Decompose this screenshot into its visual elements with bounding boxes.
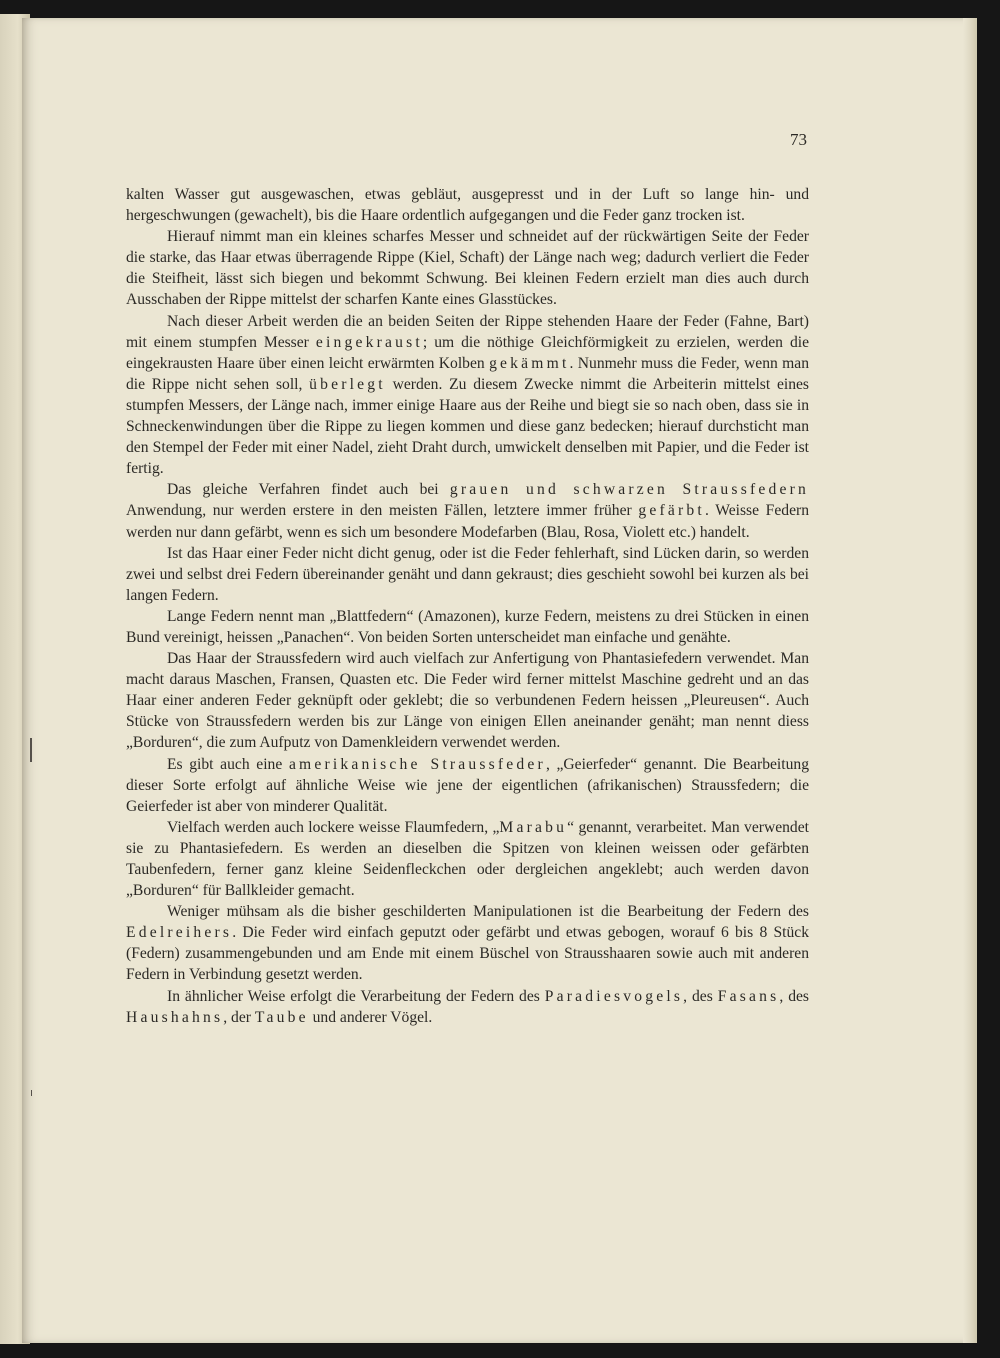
text-run: Lange Federn nennt man „Blattfedern“ (Amazonen), kurze Federn, meistens zu drei Stücken in einen Bund vereinigt, heissen „Panachen“. Von beiden Sorten unterscheidet man einfache und genähte. xyxy=(126,607,809,646)
spaced-term: gefärbt xyxy=(638,502,705,520)
text-run: ; um die nöthige Gleichförmigkeit zu erzielen, werden die eingekrausten Haare über einen leicht erwärmten Kolben xyxy=(126,333,809,372)
text-run: , des xyxy=(779,987,810,1005)
paragraph xyxy=(126,479,809,542)
spaced-term: überlegt xyxy=(309,375,386,393)
text-run: Vielfach werden auch lockere weisse Flaumfedern, „ xyxy=(167,818,500,836)
text-run: . Die Feder wird einfach geputzt oder gefärbt und etwas gebogen, worauf 6 bis 8 Stück (Federn) zusammengebunden und am Ende mit einem Büschel von Strausshaaren sowie auch mit anderen Federn in Verbindung gesetzt werden. xyxy=(126,924,809,984)
paragraph xyxy=(126,901,809,985)
paragraph xyxy=(126,606,809,648)
text-run: werden. Zu diesem Zwecke nimmt die Arbeiterin mittelst eines stumpfen Messers, der Länge nach, immer einige Haare aus der Reihe und biegt sie so nach oben, dass sie in Schneckenwindungen über die Rippe zu liegen kommen und diese ganz bedecken; hierauf durchsticht man den Stempel der Feder mit einer Nadel, zieht Draht durch, umwickelt denselben mit Papier, und die Feder ist fertig. xyxy=(126,375,809,478)
text-run: Das gleiche Verfahren findet auch bei xyxy=(167,481,450,499)
spaced-term: Marabu xyxy=(499,818,568,836)
text-run: In ähnlicher Weise erfolgt die Verarbeitung der Federn des xyxy=(167,987,545,1005)
text-run: , „Geierfeder“ genannt. Die Bearbeitung dieser Sorte erfolgt auf ähnliche Weise wie jene der eigentlichen (afrikanischen) Straussfedern; die Geierfeder ist aber von minderer Qualität. xyxy=(126,755,809,815)
paragraph xyxy=(126,226,809,310)
page-number: 73 xyxy=(790,130,807,149)
spaced-term: Edelreihers xyxy=(126,924,233,942)
spaced-term: eingekraust xyxy=(315,333,423,351)
margin-mark xyxy=(30,738,32,762)
spaced-term: amerikanische Straussfeder xyxy=(288,755,546,773)
text-run: Das Haar der Straussfedern wird auch vielfach zur Anfertigung von Phantasiefedern verwendet. Man macht daraus Maschen, Fransen, Quasten etc. Die Feder wird ferner mittelst Maschine gedreht und an das Haar einer anderen Feder geknüpft oder geklebt; die so verbundenen Federn heissen „Pleureusen“. Auch Stücke von Straussfedern werden bis zur Länge von einigen Ellen aneinander genäht; man nennt diess „Borduren“, die zum Aufputz von Damenkleidern verwendet werden. xyxy=(126,650,809,752)
paragraph xyxy=(126,543,809,606)
text-run: . Nunmehr muss die Feder, wenn man die Rippe nicht sehen soll, xyxy=(126,354,809,393)
text-run: kalten Wasser gut ausgewaschen, etwas gebläut, ausgepresst und in der Luft so lange hin- und hergeschwungen (gewachelt), bis die Haare ordentlich aufgegangen und die Feder ganz trocken ist. xyxy=(126,186,809,225)
text-run: , des xyxy=(683,987,718,1005)
text-run: Nach dieser Arbeit werden die an beiden Seiten der Rippe stehenden Haare der Feder (Fahne, Bart) mit einem stumpfen Messer xyxy=(126,312,809,351)
paragraph xyxy=(126,817,809,901)
paragraph xyxy=(126,754,809,817)
text-run: Weniger mühsam als die bisher geschilderten Manipulationen ist die Bearbeitung der Federn des xyxy=(167,903,809,921)
text-run: “ genannt, verarbeitet. Man verwendet sie zu Phantasiefedern. Es werden an dieselben die Spitzen von kleinen weissen oder gefärbten Taubenfedern, ferner ganz kleine Seidenfleckchen oder dergleichen angeklebt; auch werden davon „Borduren“ für Ballkleider gemacht. xyxy=(126,818,809,900)
spaced-term: Paradiesvogels xyxy=(544,987,684,1005)
paragraph xyxy=(126,184,809,226)
spaced-term: Taube xyxy=(254,1008,309,1026)
text-run: Anwendung, nur werden erstere in den meisten Fällen, letztere immer früher xyxy=(126,502,639,520)
page-fore-edge xyxy=(963,18,977,1343)
spaced-term: grauen und schwarzen Straussfedern xyxy=(449,481,809,499)
body-text xyxy=(126,184,809,1028)
paragraph xyxy=(126,986,809,1028)
spaced-term: Fasans xyxy=(717,987,780,1005)
text-run: Es gibt auch eine xyxy=(167,755,289,773)
margin-mark xyxy=(31,1090,32,1096)
spaced-term: Haushahns xyxy=(126,1008,224,1026)
text-run: , der xyxy=(223,1008,255,1026)
paragraph xyxy=(126,311,809,480)
paragraph xyxy=(126,648,809,753)
text-run: und anderer Vögel. xyxy=(308,1008,433,1026)
text-run: . Weisse Federn werden nur dann gefärbt, wenn es sich um besondere Modefarben (Blau, Rosa, Violett etc.) handelt. xyxy=(126,502,809,541)
text-run: Ist das Haar einer Feder nicht dicht genug, oder ist die Feder fehlerhaft, sind Lücken darin, so werden zwei und selbst drei Federn übereinander genäht und dann gekraust; dies geschieht sowohl bei kurzen als bei langen Federn. xyxy=(126,544,809,604)
spaced-term: gekämmt xyxy=(489,354,570,372)
text-run: Hierauf nimmt man ein kleines scharfes Messer und schneidet auf der rückwärtigen Seite der Feder die starke, das Haar etwas überragende Rippe (Kiel, Schaft) der Länge nach weg; dadurch verliert die Feder die Steifheit, lässt sich biegen und bekommt Schwung. Bei kleinen Federn erzielt man dies auch durch Ausschaben der Rippe mittelst der scharfen Kante eines Glasstückes. xyxy=(126,228,809,309)
